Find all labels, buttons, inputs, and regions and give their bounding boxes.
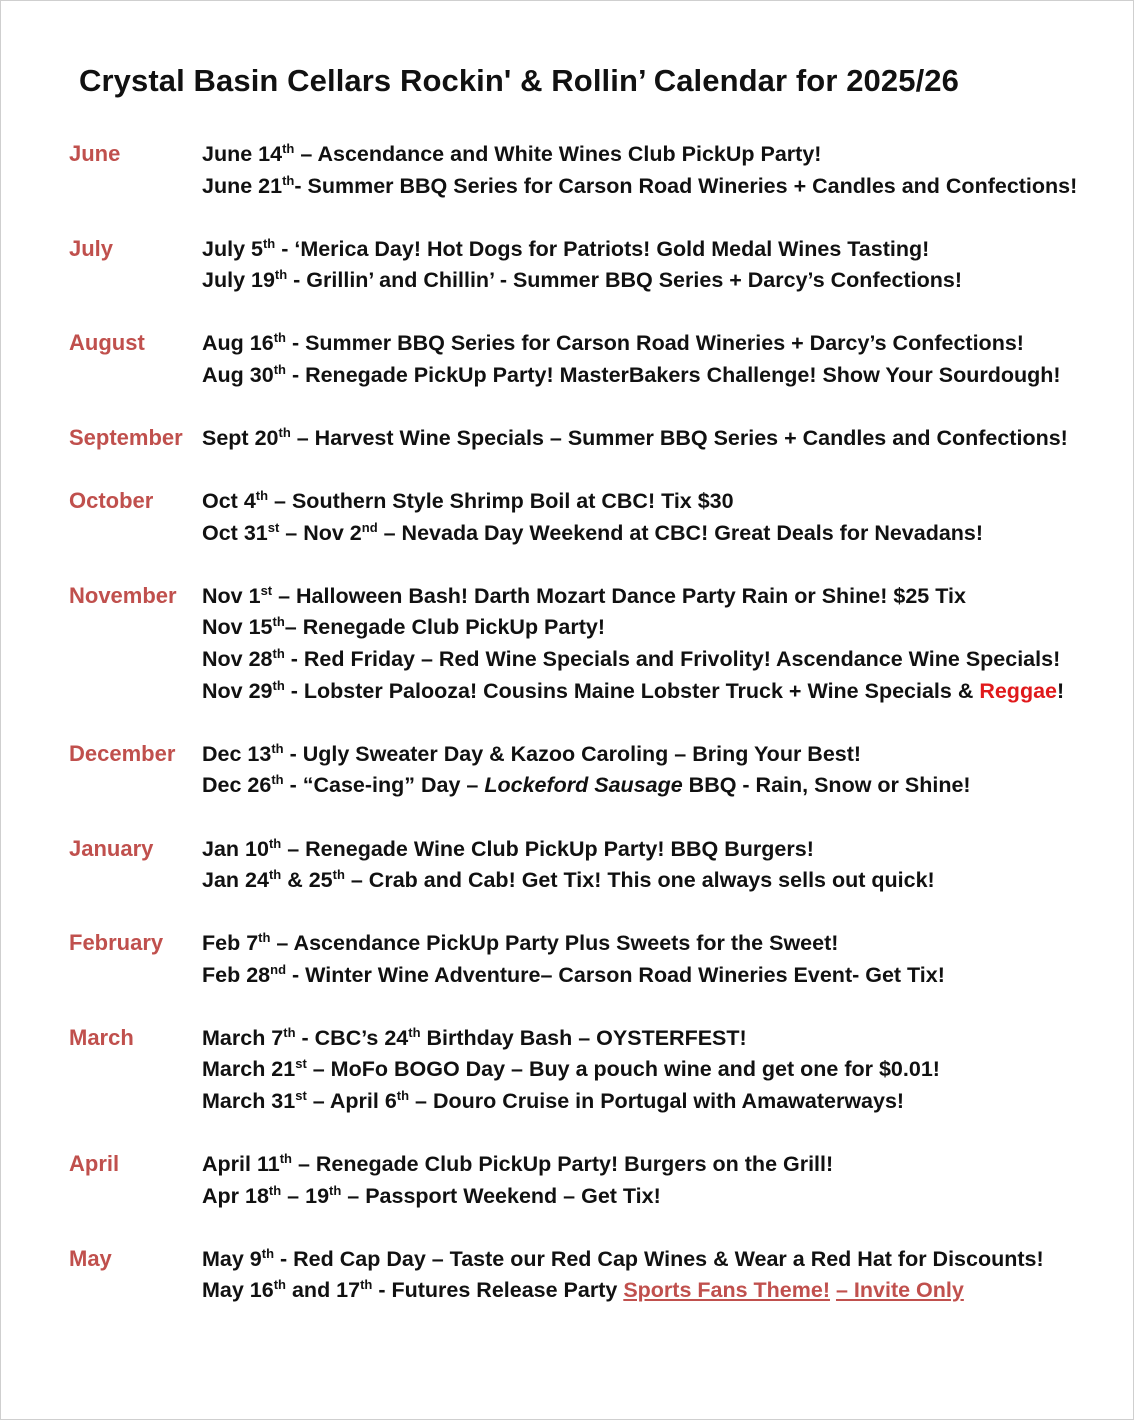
event-june-14: June 14th – Ascendance and White Wines Club PickUp Party!: [202, 141, 822, 166]
month-june: June: [69, 141, 121, 166]
lockeford-sausage-text: Lockeford Sausage: [484, 773, 683, 797]
event-nov-28: Nov 28th - Red Friday – Red Wine Specials and Frivolity! Ascendance Wine Specials!: [202, 646, 1061, 671]
month-february: February: [69, 930, 164, 955]
month-april: April: [69, 1151, 120, 1176]
event-feb-28: Feb 28nd - Winter Wine Adventure– Carson Road Wineries Event- Get Tix!: [202, 962, 945, 987]
month-october: October: [69, 488, 154, 513]
event-march-7: March 7th - CBC’s 24th Birthday Bash – OYSTERFEST!: [202, 1025, 747, 1050]
event-nov-29: Nov 29th - Lobster Palooza! Cousins Maine Lobster Truck + Wine Specials & Reggae!: [202, 678, 1065, 703]
sports-fans-theme-link[interactable]: Sports Fans Theme!: [623, 1278, 830, 1302]
event-dec-26: Dec 26th - “Case-ing” Day – Lockeford Sausage BBQ - Rain, Snow or Shine!: [202, 772, 971, 797]
invite-only-link[interactable]: – Invite Only: [835, 1278, 964, 1302]
event-feb-7: Feb 7th – Ascendance PickUp Party Plus Sweets for the Sweet!: [202, 930, 839, 955]
event-sept-20: Sept 20th – Harvest Wine Specials – Summer BBQ Series + Candles and Confections!: [202, 425, 1068, 450]
month-august: August: [69, 330, 145, 355]
month-december: December: [69, 741, 176, 766]
event-march-31: March 31st – April 6th – Douro Cruise in Portugal with Amawaterways!: [202, 1088, 905, 1113]
event-july-5: July 5th - ‘Merica Day! Hot Dogs for Patriots! Gold Medal Wines Tasting!: [202, 236, 930, 261]
event-aug-16: Aug 16th - Summer BBQ Series for Carson Road Wineries + Darcy’s Confections!: [202, 330, 1024, 355]
month-january: January: [69, 836, 154, 861]
event-may-9: May 9th - Red Cap Day – Taste our Red Cap Wines & Wear a Red Hat for Discounts!: [202, 1246, 1044, 1271]
month-may: May: [69, 1246, 112, 1271]
month-july: July: [69, 236, 114, 261]
month-march: March: [69, 1025, 134, 1050]
month-september: September: [69, 425, 183, 450]
event-jan-10: Jan 10th – Renegade Wine Club PickUp Party! BBQ Burgers!: [202, 836, 814, 861]
event-march-21: March 21st – MoFo BOGO Day – Buy a pouch wine and get one for $0.01!: [202, 1056, 940, 1081]
month-november: November: [69, 583, 177, 608]
event-april-11: April 11th – Renegade Club PickUp Party! Burgers on the Grill!: [202, 1151, 834, 1176]
event-dec-13: Dec 13th - Ugly Sweater Day & Kazoo Caroling – Bring Your Best!: [202, 741, 862, 766]
event-nov-15: Nov 15th– Renegade Club PickUp Party!: [202, 614, 605, 639]
event-apr-18: Apr 18th – 19th – Passport Weekend – Get Tix!: [202, 1183, 661, 1208]
event-may-16: May 16th and 17th - Futures Release Party Sports Fans Theme! – Invite Only: [202, 1277, 964, 1302]
page-title: Crystal Basin Cellars Rockin' & Rollin’ Calendar for 2025/26: [79, 63, 959, 98]
event-july-19: July 19th - Grillin’ and Chillin’ - Summer BBQ Series + Darcy’s Confections!: [202, 267, 963, 292]
event-nov-1: Nov 1st – Halloween Bash! Darth Mozart Dance Party Rain or Shine! $25 Tix: [202, 583, 966, 608]
event-jan-24: Jan 24th & 25th – Crab and Cab! Get Tix! This one always sells out quick!: [202, 867, 935, 892]
event-oct-4: Oct 4th – Southern Style Shrimp Boil at CBC! Tix $30: [202, 488, 734, 513]
event-oct-31: Oct 31st – Nov 2nd – Nevada Day Weekend at CBC! Great Deals for Nevadans!: [202, 520, 984, 545]
event-june-21: June 21th- Summer BBQ Series for Carson Road Wineries + Candles and Confections!: [202, 173, 1078, 198]
event-aug-30: Aug 30th - Renegade PickUp Party! MasterBakers Challenge! Show Your Sourdough!: [202, 362, 1061, 387]
reggae-text: Reggae: [979, 679, 1057, 703]
